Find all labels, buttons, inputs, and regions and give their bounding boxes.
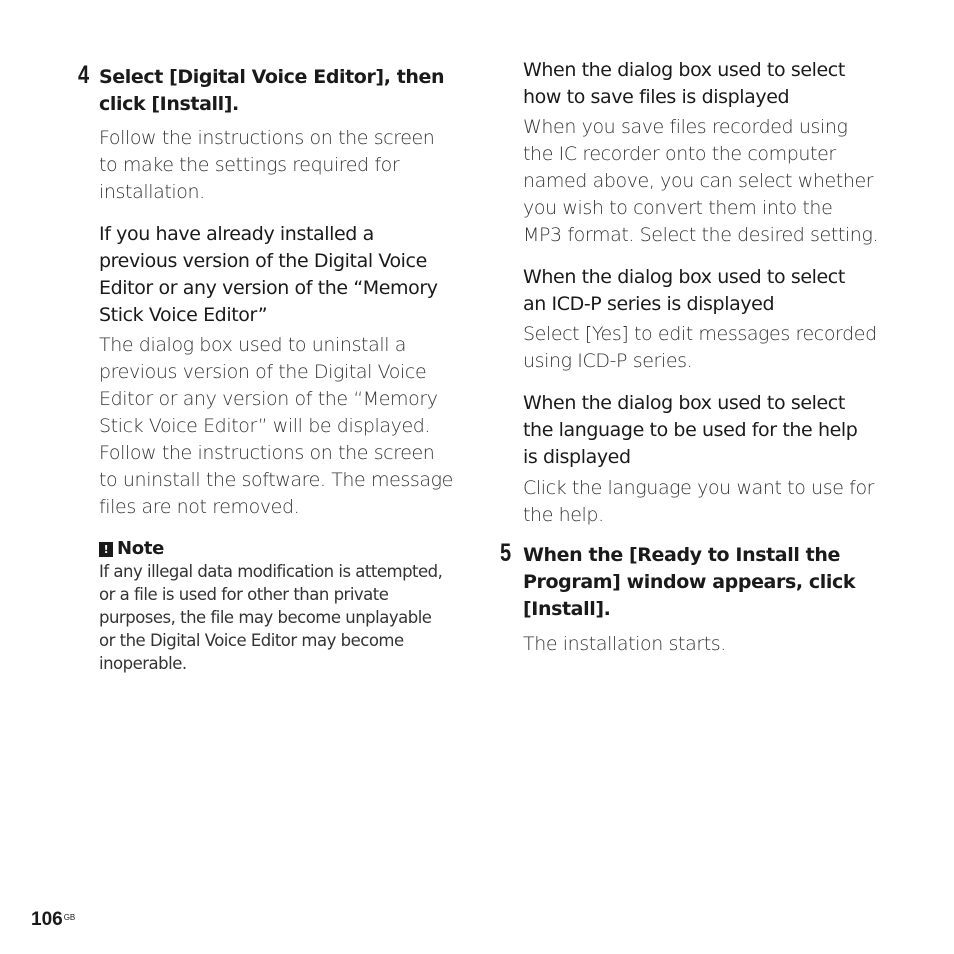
icdp-body bbox=[523, 321, 877, 375]
language-body-line-1: Click the language you want to use for bbox=[523, 477, 875, 499]
step-5-heading-line-3: [Install]. bbox=[523, 598, 611, 620]
icdp-body-line-2: using ICD-P series. bbox=[523, 350, 693, 372]
previous-version-heading bbox=[99, 221, 438, 329]
step-4-heading bbox=[99, 64, 444, 118]
note-title: Note bbox=[117, 538, 165, 559]
icdp-heading-line-1: When the dialog box used to select bbox=[523, 266, 845, 288]
step-5-body-line-1: The installation starts. bbox=[523, 633, 726, 655]
previous-version-body-line-6: to uninstall the software. The message bbox=[99, 469, 453, 491]
note-body-line-2: or a file is used for other than private bbox=[99, 585, 389, 604]
step-4-number: 4 bbox=[78, 61, 90, 89]
page-number bbox=[31, 909, 75, 931]
previous-version-body-line-4: Stick Voice Editor” will be displayed. bbox=[99, 415, 431, 437]
icdp-heading-line-2: an ICD-P series is displayed bbox=[523, 293, 775, 315]
save-files-body-line-2: the IC recorder onto the computer bbox=[523, 143, 836, 165]
save-files-body-line-5: MP3 format. Select the desired setting. bbox=[523, 224, 879, 246]
save-files-heading-line-2: how to save files is displayed bbox=[523, 86, 790, 108]
previous-version-body-line-5: Follow the instructions on the screen bbox=[99, 442, 435, 464]
icdp-heading bbox=[523, 264, 845, 318]
step-4-heading-line-2: click [Install]. bbox=[99, 93, 239, 115]
step-5-body bbox=[523, 631, 726, 658]
step-5-heading bbox=[523, 542, 855, 623]
previous-version-body-line-7: files are not removed. bbox=[99, 496, 300, 518]
language-heading-line-1: When the dialog box used to select bbox=[523, 392, 845, 414]
previous-version-body-line-1: The dialog box used to uninstall a bbox=[99, 334, 406, 356]
previous-version-body-line-2: previous version of the Digital Voice bbox=[99, 361, 427, 383]
previous-version-heading-line-1: If you have already installed a bbox=[99, 223, 374, 245]
note-heading bbox=[99, 538, 164, 560]
note-body-line-1: If any illegal data modification is attempted, bbox=[99, 562, 443, 581]
step-4-body-line-3: installation. bbox=[99, 181, 205, 203]
note-body bbox=[99, 560, 442, 675]
language-heading-line-3: is displayed bbox=[523, 446, 631, 468]
previous-version-body bbox=[99, 332, 453, 521]
previous-version-heading-line-4: Stick Voice Editor” bbox=[99, 304, 268, 326]
previous-version-heading-line-2: previous version of the Digital Voice bbox=[99, 250, 427, 272]
note-warning-icon: ! bbox=[99, 542, 113, 557]
step-5-number: 5 bbox=[500, 539, 512, 567]
page-number-value: 106 bbox=[31, 909, 63, 930]
note-body-line-3: purposes, the file may become unplayable bbox=[99, 608, 432, 627]
language-heading-line-2: the language to be used for the help bbox=[523, 419, 858, 441]
previous-version-body-line-3: Editor or any version of the “Memory bbox=[99, 388, 438, 410]
save-files-body-line-1: When you save files recorded using bbox=[523, 116, 848, 138]
previous-version-heading-line-3: Editor or any version of the “Memory bbox=[99, 277, 438, 299]
step-4-body bbox=[99, 125, 434, 206]
step-4-body-line-1: Follow the instructions on the screen bbox=[99, 127, 435, 149]
note-body-line-4: or the Digital Voice Editor may become bbox=[99, 631, 404, 650]
save-files-heading bbox=[523, 57, 845, 111]
icdp-body-line-1: Select [Yes] to edit messages recorded bbox=[523, 323, 877, 345]
step-4-body-line-2: to make the settings required for bbox=[99, 154, 400, 176]
save-files-heading-line-1: When the dialog box used to select bbox=[523, 59, 845, 81]
language-body-line-2: the help. bbox=[523, 504, 604, 526]
step-5-heading-line-2: Program] window appears, click bbox=[523, 571, 856, 593]
step-5-heading-line-1: When the [Ready to Install the bbox=[523, 544, 840, 566]
save-files-body-line-4: you wish to convert them into the bbox=[523, 197, 833, 219]
save-files-body bbox=[523, 114, 878, 249]
language-heading bbox=[523, 390, 857, 471]
language-body bbox=[523, 475, 874, 529]
page-number-suffix: GB bbox=[63, 913, 76, 922]
save-files-body-line-3: named above, you can select whether bbox=[523, 170, 874, 192]
step-4-heading-line-1: Select [Digital Voice Editor], then bbox=[99, 66, 445, 88]
note-body-line-5: inoperable. bbox=[99, 654, 187, 673]
